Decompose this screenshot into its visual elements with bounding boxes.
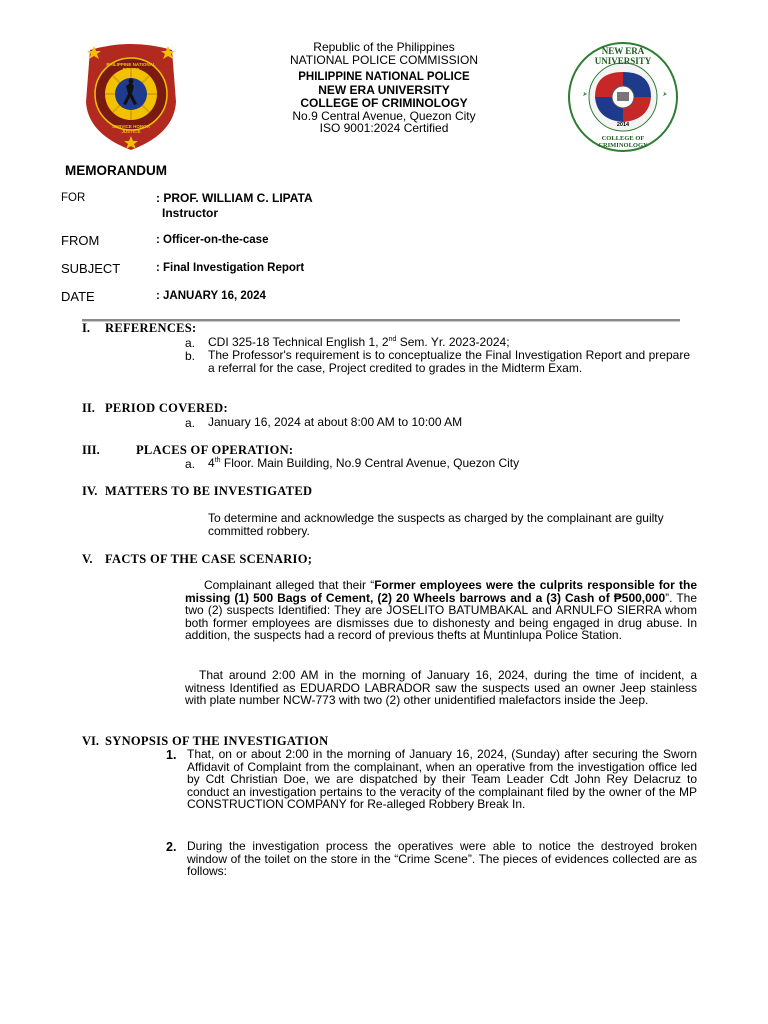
section-2-number: II. bbox=[82, 401, 95, 415]
s1-item-a-text bbox=[208, 336, 688, 349]
s6-item-2-number: 2. bbox=[166, 840, 177, 854]
s3-a-post: Floor. Main Building, No.9 Central Avenue, Quezon City bbox=[220, 456, 520, 470]
date-label: DATE bbox=[61, 289, 95, 304]
s3-item-a-letter: a. bbox=[185, 457, 196, 471]
s5-p1-post: ”. The two (2) suspects Identified: They are JOSELITO BATUMBAKAL and ARNULFO SIERRA whom both former employees are dismisses due to dishonesty and being engaged in drug abuse. In addition, the suspects had a record of previous thefts at Muntinlupa Police Station. bbox=[185, 590, 697, 643]
header-address: No.9 Central Avenue, Quezon City bbox=[292, 109, 476, 123]
section-5-title: FACTS OF THE CASE SCENARIO; bbox=[105, 552, 313, 566]
s1-a-pre: CDI 325-18 Technical English 1, 2 bbox=[208, 335, 389, 349]
s1-a-sup: nd bbox=[388, 336, 397, 343]
date-value: : JANUARY 16, 2024 bbox=[156, 290, 266, 302]
header-napolcom: NATIONAL POLICE COMMISSION bbox=[289, 53, 479, 67]
s6-item-1-text: That, on or about 2:00 in the morning of January 16, 2024, (Sunday) after securing the Sworn Affidavit of Complaint from the complainant, when an operative from the investigation office led by Cdt Christian Doe, we are dispatched by their Team Leader Cdt John Rey Delacruz to conduct an investigation pertains to the veracity of the complainant filed by the owner of the MP CONSTRUCTION COMPANY for Re-alleged Robbery Break In. bbox=[187, 747, 697, 812]
pnp-ring-top-text: PHILIPPINE NATIONAL POLICE bbox=[106, 62, 156, 72]
memo-title: MEMORANDUM bbox=[65, 163, 167, 178]
section-2-title: PERIOD COVERED: bbox=[105, 401, 228, 415]
subject-label: SUBJECT bbox=[61, 261, 121, 276]
s6-item-2-text: During the investigation process the operatives were able to notice the destroyed broken window of the toilet on the store in the “Crime Scene”. The pieces of evidences collected are as follows: bbox=[187, 839, 697, 879]
subject-value: : Final Investigation Report bbox=[156, 262, 305, 274]
header-iso: ISO 9001:2024 Certified bbox=[319, 121, 449, 135]
section-4-number: IV. bbox=[82, 484, 98, 498]
s5-paragraph-2: That around 2:00 AM in the morning of January 16, 2024, during the time of incident, a witness Identified as EDUARDO LABRADOR saw the suspects used an owner Jeep stainless with plate number NCW-773 with two (2) other unidentified malefactors inside the Jeep. bbox=[185, 668, 697, 708]
s3-a-sup: th bbox=[214, 457, 221, 464]
section-3-title: PLACES OF OPERATION: bbox=[136, 443, 294, 457]
pnp-ring-bottom-text: SERVICE HONOR JUSTICE bbox=[112, 124, 150, 134]
s4-text: To determine and acknowledge the suspects as charged by the complainant are guilty committed robbery. bbox=[208, 511, 664, 538]
s3-item-a-text bbox=[208, 457, 519, 470]
section-3-number: III. bbox=[82, 443, 100, 457]
section-6-number: VI. bbox=[82, 734, 100, 748]
s3-a-pre: 4 bbox=[208, 456, 215, 470]
header-university: NEW ERA UNIVERSITY bbox=[318, 83, 450, 97]
s1-a-post: Sem. Yr. 2023-2024; bbox=[396, 335, 510, 349]
from-label: FROM bbox=[61, 233, 100, 248]
s5-p1-pre: Complainant alleged that their “ bbox=[204, 578, 375, 592]
for-label: FOR bbox=[61, 192, 86, 204]
s5-paragraph-1 bbox=[185, 579, 697, 642]
s5-p1-bold: Former employees were the culprits responsible for the missing (1) 500 Bags of Cement, (2) 20 Wheels barrows and a (3) Cash of ₱500,000 bbox=[185, 578, 698, 605]
section-4-title: MATTERS TO BE INVESTIGATED bbox=[105, 484, 313, 498]
section-1-title: REFERENCES: bbox=[105, 321, 197, 335]
s6-item-1-number: 1. bbox=[166, 748, 177, 762]
section-1-number: I. bbox=[82, 321, 90, 335]
neu-ring-top-text: NEW ERA UNIVERSITY bbox=[594, 46, 652, 66]
s2-item-a-text: January 16, 2024 at about 8:00 AM to 10:00 AM bbox=[208, 415, 463, 429]
s1-item-b-letter: b. bbox=[185, 349, 196, 363]
section-5-number: V. bbox=[82, 552, 93, 566]
from-value: : Officer-on-the-case bbox=[156, 234, 269, 246]
header-college: COLLEGE OF CRIMINOLOGY bbox=[300, 96, 468, 110]
neu-ring-bottom-text: COLLEGE OF CRIMINOLOGY bbox=[598, 135, 648, 149]
s2-item-a-letter: a. bbox=[185, 416, 196, 430]
neu-year-text: 2014 bbox=[616, 122, 630, 128]
for-title: Instructor bbox=[162, 206, 219, 220]
s1-item-a-letter: a. bbox=[185, 336, 196, 350]
header-pnp: PHILIPPINE NATIONAL POLICE bbox=[298, 71, 470, 83]
for-value: : PROF. WILLIAM C. LIPATA bbox=[156, 191, 313, 205]
s1-item-b-text: The Professor's requirement is to conceptualize the Final Investigation Report and prepare a referral for the case, Project credited to grades in the Midterm Exam. bbox=[208, 348, 690, 375]
section-6-title: SYNOPSIS OF THE INVESTIGATION bbox=[105, 734, 329, 748]
header-republic: Republic of the Philippines bbox=[313, 40, 455, 54]
